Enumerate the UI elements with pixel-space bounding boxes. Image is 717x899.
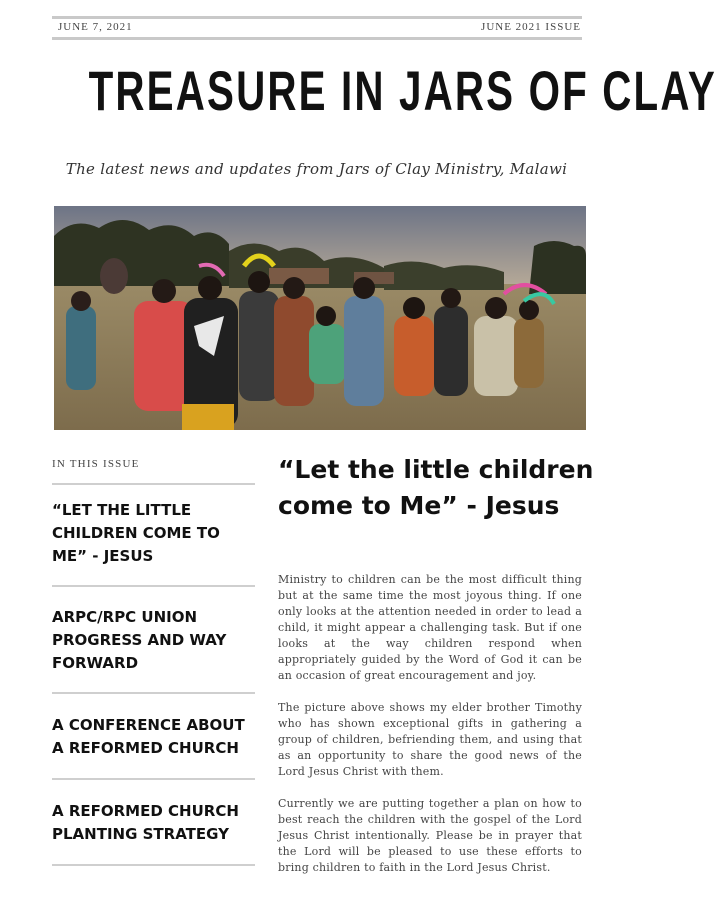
newsletter-subtitle: The latest news and updates from Jars of Clay Ministry, Malawi <box>65 160 568 178</box>
toc-item-reformed-conference[interactable]: A CONFERENCE ABOUT A REFORMED CHURCH <box>52 716 245 757</box>
article-paragraph: The picture above shows my elder brother Timothy who has shown exceptional gifts in gathering a group of children, befriending them, and using that as an opportunity to share the good news of the Lord Jesus Christ with them. <box>278 701 582 778</box>
toc-divider <box>52 585 255 587</box>
in-this-issue-label: IN THIS ISSUE <box>52 458 140 470</box>
issue-label: JUNE 2021 ISSUE <box>481 21 581 33</box>
top-rule <box>52 16 582 19</box>
issue-date: JUNE 7, 2021 <box>58 21 133 33</box>
toc-divider <box>52 483 255 485</box>
children-group-photo <box>54 206 586 430</box>
toc-item-little-children[interactable]: “LET THE LITTLE CHILDREN COME TO ME” - JESUS <box>52 501 220 565</box>
toc-item-church-planting[interactable]: A REFORMED CHURCH PLANTING STRATEGY <box>52 802 239 843</box>
article-paragraph: Currently we are putting together a plan on how to best reach the children with the gospel of the Lord Jesus Christ intentionally. Please be in prayer that the Lord will be pleased to use these efforts to bring children to faith in the Lord Jesus Christ. <box>278 797 582 874</box>
newsletter-title: TREASURE IN JARS OF CLAY <box>88 59 717 122</box>
toc-divider <box>52 864 255 866</box>
toc-divider <box>52 778 255 780</box>
toc-item-union-progress[interactable]: ARPC/RPC UNION PROGRESS AND WAY FORWARD <box>52 608 227 672</box>
article-headline: “Let the little children come to Me” - Jesus <box>278 455 594 520</box>
article-paragraph: Ministry to children can be the most difficult thing but at the same time the most joyous thing. If one only looks at the attention needed in order to lead a child, it might appear a challenging task. But if one looks at the way children respond when appropriately guided by the Word of God it can be an occasion of great encouragement and joy. <box>278 573 582 682</box>
header-rule <box>52 37 582 40</box>
toc-divider <box>52 692 255 694</box>
